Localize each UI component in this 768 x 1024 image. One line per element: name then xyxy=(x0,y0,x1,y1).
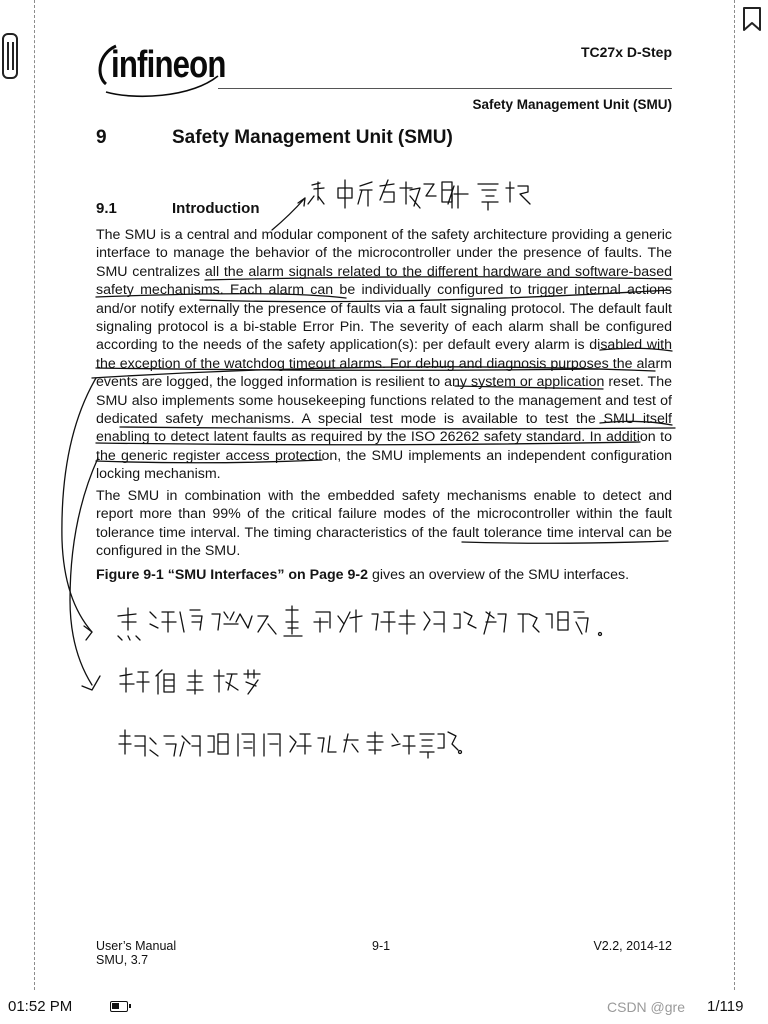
subsection-title: Introduction xyxy=(172,200,260,217)
footer-manual-section: SMU, 3.7 xyxy=(96,953,149,967)
footer-version: V2.2, 2014-12 xyxy=(593,939,672,953)
detection-paragraph: The SMU in combination with the embedded safety mechanisms enable to detect and report more than 99% of the critical failure modes of the microcontroller within the fault tolerance time interval. The timing characteristics of the fault tolerance time interval can be configured in the SMU. xyxy=(96,488,672,560)
csdn-watermark: CSDN @gre xyxy=(607,999,686,1015)
chapter-title: Safety Management Unit (SMU) xyxy=(172,127,453,148)
footer-page-number: 9-1 xyxy=(372,939,391,953)
bookmark-icon[interactable] xyxy=(742,6,762,32)
subsection-number: 9.1 xyxy=(96,200,117,217)
header-section-title: Safety Management Unit (SMU) xyxy=(472,97,672,112)
header-rule xyxy=(218,88,672,89)
figure-reference-paragraph xyxy=(96,566,672,584)
page-edge-right xyxy=(734,0,735,990)
page-counter: 1/119 xyxy=(707,998,744,1015)
chapter-number: 9 xyxy=(96,127,107,148)
footer-manual-title: User’s Manual xyxy=(96,939,177,953)
battery-level-fill xyxy=(112,1003,119,1009)
subsection-heading xyxy=(96,200,259,217)
page-edge-left xyxy=(34,0,35,990)
document-code: TC27x D-Step xyxy=(580,44,672,60)
infineon-logo xyxy=(94,36,224,100)
figure-reference-tail: gives an overview of the SMU interfaces. xyxy=(368,567,630,583)
figure-reference-link[interactable]: Figure 9-1 “SMU Interfaces” on Page 9-2 xyxy=(96,567,369,583)
footer-manual xyxy=(96,939,176,967)
status-clock: 01:52 PM xyxy=(8,998,73,1015)
logo-text: infineon xyxy=(111,44,226,86)
intro-paragraph: The SMU is a central and modular component of the safety architecture providing a generic interface to manage the behavior of the microcontroller under the presence of faults. The SMU centralizes all the alarm signals related to the different hardware and software-based safety mechanisms. Each alarm can be individually configured to trigger internal actions and/or notify externally the presence of faults via a fault signaling protocol. The default fault signaling protocol is a bi-stable Error Pin. The severity of each alarm shall be configured according to the needs of the safety application(s): per default every alarm is disabled with the exception of the watchdog timeout alarms. For debug and diagnosis purposes the alarm events are logged, the logged information is resilient to any system or application reset. The SMU also implements some housekeeping functions related to the management and test of dedicated safety mechanisms. A special test mode is available to test the SMU itself enabling to detect latent faults as required by the ISO 26262 safety standard. In addition to the generic register access protection, the SMU implements an independent configuration locking mechanism. xyxy=(96,227,672,483)
battery-icon xyxy=(110,1001,128,1012)
menu-handle-icon[interactable] xyxy=(2,33,18,79)
chapter-heading xyxy=(96,127,453,149)
